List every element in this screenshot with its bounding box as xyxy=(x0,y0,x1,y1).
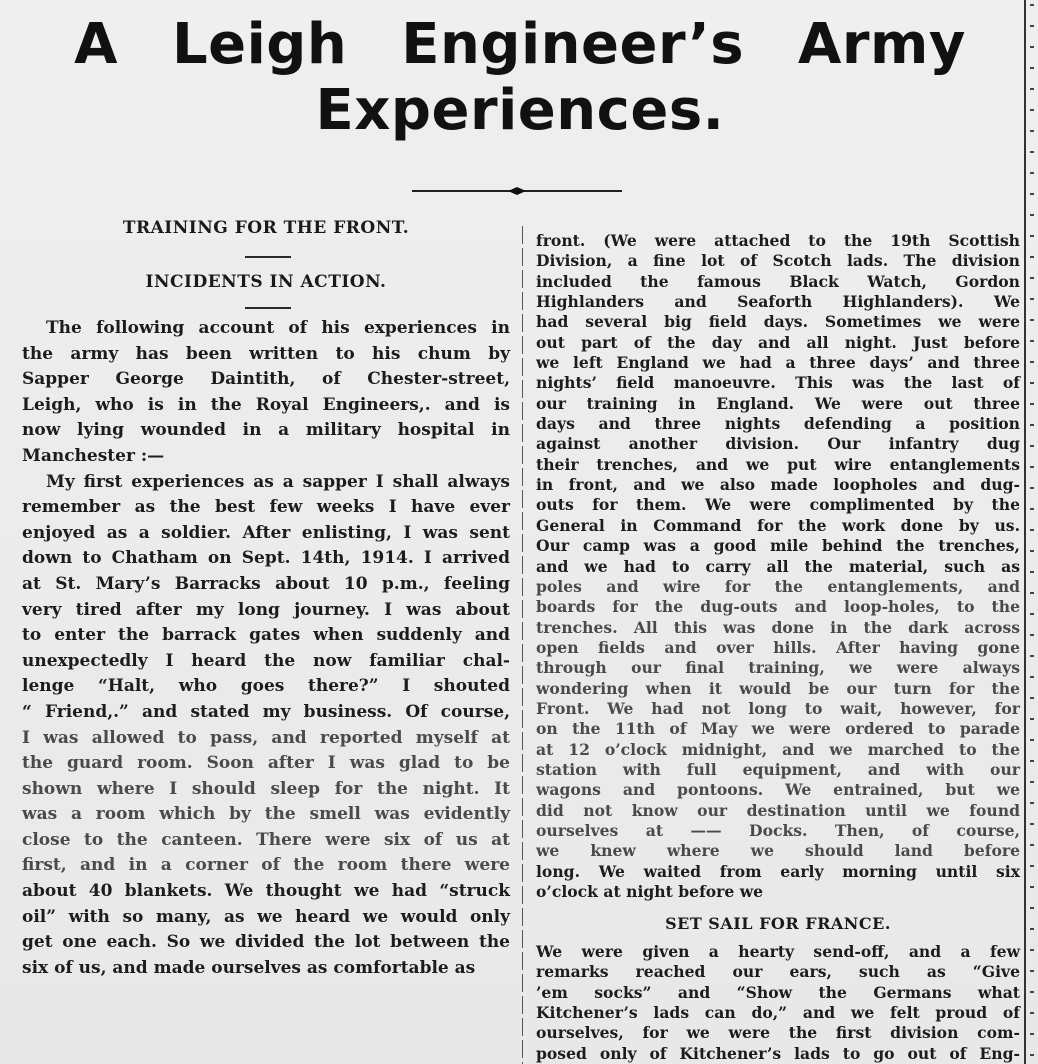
text-line: General in Command for the work done by us. xyxy=(536,515,1020,535)
text-line: boards for the dug-outs and loop-holes, to the xyxy=(536,597,1020,617)
edge-mark xyxy=(1030,529,1034,531)
edge-mark xyxy=(1030,130,1034,132)
text-line: open fields and over hills. After having gone xyxy=(536,637,1020,657)
text-line: was a room which by the smell was evidently xyxy=(22,804,510,825)
text-line: their trenches, and we put wire entanglements xyxy=(536,454,1020,474)
headline-ornament-rule xyxy=(412,186,622,196)
edge-mark xyxy=(1030,256,1034,258)
text-line: Sapper George Daintith, of Chester-street, xyxy=(22,369,510,390)
edge-mark xyxy=(1030,319,1034,321)
edge-mark xyxy=(1030,424,1034,426)
edge-mark xyxy=(1030,151,1034,153)
edge-mark xyxy=(1030,88,1034,90)
text-line: the army has been written to his chum by xyxy=(22,343,510,364)
left-column-text xyxy=(22,316,510,981)
text-line: We were given a hearty send-off, and a few xyxy=(536,942,1020,961)
text-line: posed only of Kitchener’s lads to go out of Eng- xyxy=(536,1043,1020,1063)
edge-mark xyxy=(1030,550,1034,552)
text-line: trenches. All this was done in the dark across xyxy=(536,617,1020,637)
edge-mark xyxy=(1030,739,1034,741)
text-line: poles and wire for the entanglements, and xyxy=(536,576,1020,596)
text-line: ourselves, for we were the first division com- xyxy=(536,1023,1020,1043)
edge-mark xyxy=(1030,928,1034,930)
text-line: close to the canteen. There were six of us at xyxy=(22,829,510,850)
text-line: unexpectedly I heard the now familiar chal- xyxy=(22,650,510,671)
edge-mark xyxy=(1030,361,1034,363)
text-line: station with full equipment, and with our xyxy=(536,759,1020,779)
text-line: wondering when it would be our turn for the xyxy=(536,678,1020,698)
text-line: through our final training, we were always xyxy=(536,658,1020,678)
text-line: enjoyed as a soldier. After enlisting, I was sent xyxy=(22,522,510,543)
text-line: “ Friend,.” and stated my business. Of course, xyxy=(22,701,510,722)
text-line: to enter the barrack gates when suddenly and xyxy=(22,625,510,646)
text-line: on the 11th of May we were ordered to parade xyxy=(536,719,1020,739)
text-line: shown where I should sleep for the night. It xyxy=(22,778,510,799)
text-line: in front, and we also made loopholes and dug- xyxy=(536,475,1020,495)
text-line: I was allowed to pass, and reported myself at xyxy=(22,727,510,748)
text-line: My first experiences as a sapper I shall always xyxy=(46,471,510,492)
edge-mark xyxy=(1030,214,1034,216)
edge-mark xyxy=(1030,1033,1034,1035)
text-line: wagons and pontoons. We entrained, but we xyxy=(536,780,1020,800)
text-line: days and three nights defending a position xyxy=(536,414,1020,434)
column-rule-right xyxy=(1024,0,1026,1064)
text-line: remarks reached our ears, such as “Give xyxy=(536,962,1020,982)
edge-mark xyxy=(1030,571,1034,573)
text-line: lenge “Halt, who goes there?” I shouted xyxy=(22,676,510,697)
subheading-set-sail: SET SAIL FOR FRANCE. xyxy=(665,914,891,933)
text-line: and we had to carry all the material, such as xyxy=(536,556,1020,576)
text-line: ourselves at —— Docks. Then, of course, xyxy=(536,820,1020,840)
edge-mark xyxy=(1030,907,1034,909)
text-line: against another division. Our infantry dug xyxy=(536,434,1020,454)
edge-mark xyxy=(1030,466,1034,468)
edge-mark xyxy=(1030,760,1034,762)
text-line: out part of the day and all night. Just before xyxy=(536,332,1020,352)
text-line: Front. We had not long to wait, however, for xyxy=(536,698,1020,718)
edge-mark xyxy=(1030,403,1034,405)
subheading-rule-2 xyxy=(245,307,291,309)
edge-mark xyxy=(1030,4,1034,6)
text-line: we knew where we should land before xyxy=(536,841,1020,861)
text-line: long. We waited from early morning until six xyxy=(536,861,1020,881)
text-line: Leigh, who is in the Royal Engineers,. and is xyxy=(22,394,510,415)
text-line: our training in England. We were out three xyxy=(536,393,1020,413)
edge-mark xyxy=(1030,508,1034,510)
edge-mark xyxy=(1030,298,1034,300)
text-line: had several big field days. Sometimes we were xyxy=(536,312,1020,332)
text-line: included the famous Black Watch, Gordon xyxy=(536,271,1020,291)
edge-mark xyxy=(1030,1012,1034,1014)
edge-mark xyxy=(1030,445,1034,447)
text-line: we left England we had a three days’ and three xyxy=(536,353,1020,373)
subheading-rule-1 xyxy=(245,256,291,258)
edge-mark xyxy=(1030,844,1034,846)
edge-mark xyxy=(1030,109,1034,111)
text-line: at St. Mary’s Barracks about 10 p.m., feeling xyxy=(22,573,510,594)
text-line: nights’ field manoeuvre. This was the last of xyxy=(536,373,1020,393)
subheading-incidents: INCIDENTS IN ACTION. xyxy=(145,272,387,292)
edge-mark xyxy=(1030,697,1034,699)
text-line: Our camp was a good mile behind the trenches, xyxy=(536,536,1020,556)
edge-mark xyxy=(1030,46,1034,48)
edge-mark xyxy=(1030,235,1034,237)
subheading-training: TRAINING FOR THE FRONT. xyxy=(122,218,410,238)
text-line: about 40 blankets. We thought we had “struck xyxy=(22,881,510,902)
edge-mark xyxy=(1030,25,1034,27)
edge-mark xyxy=(1030,823,1034,825)
text-line: at 12 o’clock midnight, and we marched to the xyxy=(536,739,1020,759)
article-headline xyxy=(20,12,1020,144)
text-line: ’em socks” and “Show the Germans what xyxy=(536,982,1020,1002)
text-line: six of us, and made ourselves as comfortable as xyxy=(22,957,476,978)
text-line: The following account of his experiences in xyxy=(46,318,510,338)
edge-mark xyxy=(1030,802,1034,804)
adjacent-column-edge xyxy=(1030,0,1038,1064)
right-column-text-continued xyxy=(536,942,1020,1064)
text-line: get one each. So we divided the lot between the xyxy=(22,932,510,953)
edge-mark xyxy=(1030,781,1034,783)
edge-mark xyxy=(1030,718,1034,720)
text-line: did not know our destination until we found xyxy=(536,800,1020,820)
text-line: Division, a fine lot of Scotch lads. The division xyxy=(536,251,1020,271)
edge-mark xyxy=(1030,949,1034,951)
text-line: now lying wounded in a military hospital in xyxy=(22,420,510,441)
edge-mark xyxy=(1030,991,1034,993)
text-line: first, and in a corner of the room there were xyxy=(22,855,510,876)
edge-mark xyxy=(1030,172,1034,174)
edge-mark xyxy=(1030,277,1034,279)
text-line: Manchester :— xyxy=(22,445,165,466)
text-line: very tired after my long journey. I was about xyxy=(22,599,510,620)
text-line: remember as the best few weeks I have ever xyxy=(22,497,510,518)
edge-mark xyxy=(1030,634,1034,636)
edge-mark xyxy=(1030,676,1034,678)
text-line: o’clock at night before we xyxy=(536,882,764,901)
text-line: Highlanders and Seaforth Highlanders). We xyxy=(536,292,1020,312)
text-line: down to Chatham on Sept. 14th, 1914. I arrived xyxy=(22,548,510,569)
edge-mark xyxy=(1030,487,1034,489)
edge-mark xyxy=(1030,67,1034,69)
edge-mark xyxy=(1030,865,1034,867)
text-line: the guard room. Soon after I was glad to be xyxy=(22,753,510,774)
edge-mark xyxy=(1030,970,1034,972)
edge-mark xyxy=(1030,592,1034,594)
edge-mark xyxy=(1030,1054,1034,1056)
headline-line-2: Experiences. xyxy=(315,78,725,143)
edge-mark xyxy=(1030,382,1034,384)
text-line: oil” with so many, as we heard we would only xyxy=(22,906,510,927)
edge-mark xyxy=(1030,193,1034,195)
edge-mark xyxy=(1030,655,1034,657)
text-line: Kitchener’s lads can do,” and we felt proud of xyxy=(536,1003,1020,1023)
text-line: front. (We were attached to the 19th Scottish xyxy=(536,231,1020,250)
edge-mark xyxy=(1030,613,1034,615)
headline-line-1: A Leigh Engineer’s Army xyxy=(74,12,966,77)
edge-mark xyxy=(1030,340,1034,342)
right-column-text xyxy=(536,231,1020,902)
text-line: outs for them. We were complimented by the xyxy=(536,495,1020,515)
edge-mark xyxy=(1030,886,1034,888)
column-divider xyxy=(522,226,523,1064)
